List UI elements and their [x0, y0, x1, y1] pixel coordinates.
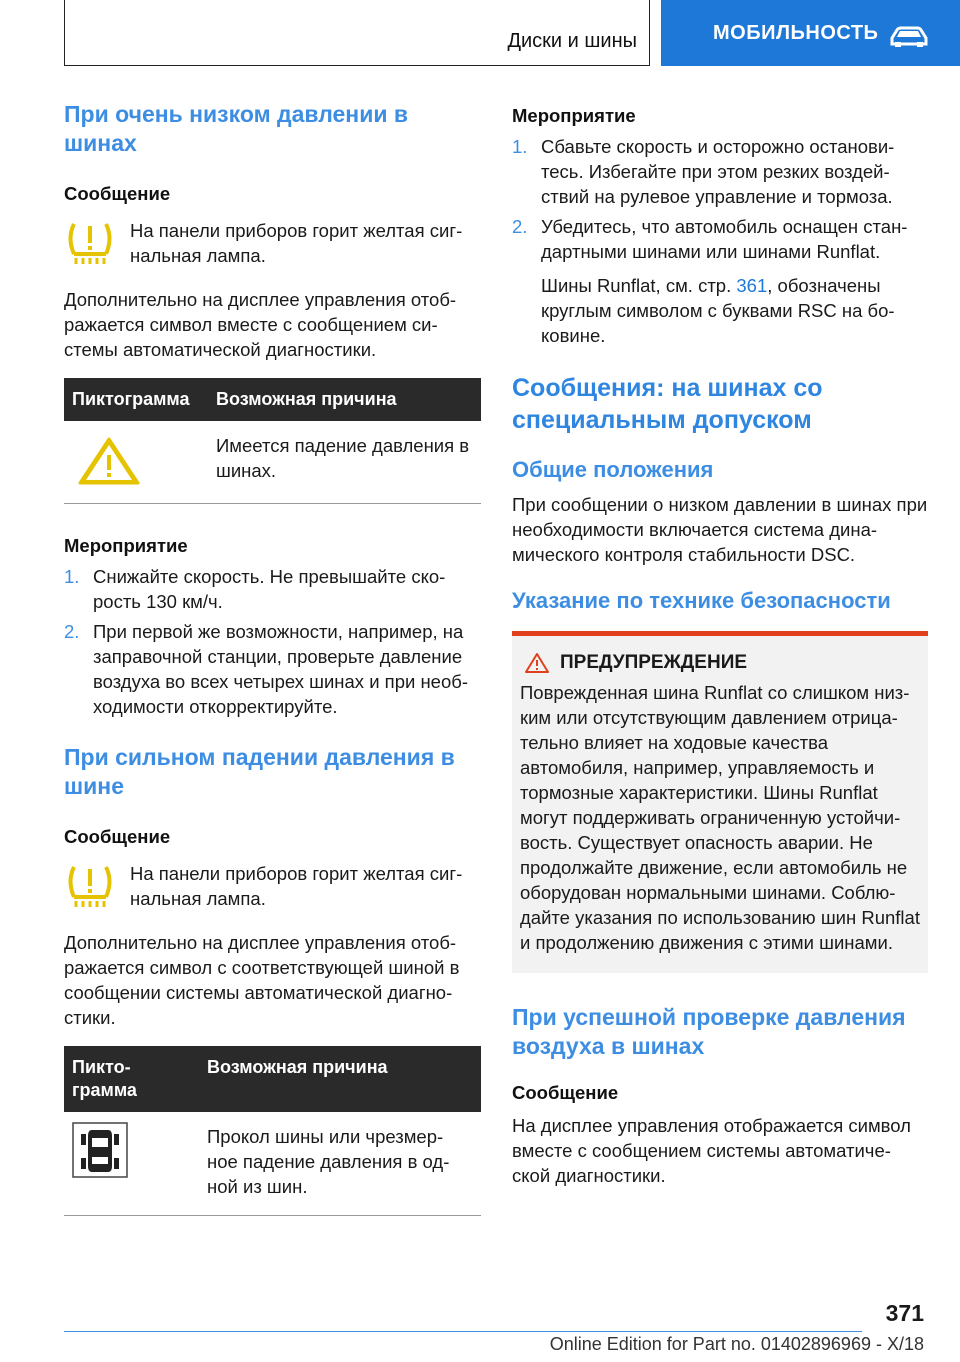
table-cell-icon [64, 421, 208, 504]
table-header-pictogram: Пиктограмма [64, 378, 208, 421]
warning-header [520, 652, 920, 674]
list-item [64, 619, 481, 719]
table-header-row [64, 378, 481, 421]
list-item [512, 134, 928, 209]
step-number: 2. [64, 621, 80, 642]
subsection-general-title: Общие положения [512, 457, 714, 482]
tire-position-icon [72, 1122, 128, 1178]
table-cell-cause: Имеется падение давления в шинах. [208, 421, 481, 504]
warning-triangle-icon [524, 652, 550, 674]
table-header-row [64, 1046, 481, 1112]
tire-pressure-warning-icon [64, 861, 130, 914]
left-column [64, 100, 481, 1216]
step-text: Снижайте скорость. Не превышайте ско-рость 130 км/ч. [93, 566, 446, 612]
step-text-main: Убедитесь, что автомобиль оснащен стан-дартными шинами или шинами Runflat. [541, 216, 908, 262]
header-section-title: Диски и шины [507, 30, 637, 52]
step-number: 2. [512, 216, 528, 237]
table-header-cause: Возможная причина [208, 378, 481, 421]
right-column [512, 100, 928, 1188]
footer-edition: Online Edition for Part no. 01402896969 - X/18 [549, 1334, 924, 1354]
message-text: На панели приборов горит желтая сиг-нальная лампа. [130, 863, 463, 909]
header-chapter-title: МОБИЛЬНОСТЬ [713, 21, 879, 44]
step-text: При первой же возможности, например, на заправочной станции, проверьте давление воздуха во всех четырех шинах и при необ-ходимости откорректируйте. [93, 621, 469, 717]
list-item [64, 564, 481, 614]
measure-label: Мероприятие [64, 535, 188, 556]
step-number: 1. [64, 566, 80, 587]
step-extra-text: Шины Runflat, см. стр. [541, 275, 737, 296]
header-chapter-tab[interactable] [661, 0, 960, 66]
pictogram-table [64, 378, 481, 504]
section-successful-check-title: При успешной проверке давления воздуха в шинах [512, 1004, 906, 1059]
page-number: 371 [885, 1300, 924, 1326]
steps-list [512, 134, 928, 348]
paragraph: Дополнительно на дисплее управления отоб-ражается символ вместе с сообщением си-стемы автоматической диагностики. [64, 289, 457, 360]
table-row [64, 421, 481, 504]
paragraph: Дополнительно на дисплее управления отоб-ражается символ с соответствующей шиной в сообщении системы автоматической диагно-стики. [64, 932, 460, 1028]
list-item [512, 214, 928, 348]
steps-list [64, 564, 481, 719]
table-header-cause: Возможная причина [199, 1046, 481, 1112]
message-label: Сообщение [64, 826, 171, 847]
warning-title: ПРЕДУПРЕЖДЕНИЕ [560, 652, 748, 673]
footer-divider [64, 1331, 862, 1332]
step-text [541, 214, 928, 348]
subsection-safety-title: Указание по технике безопасности [512, 588, 891, 613]
step-extra-text-end: , обозначены круглым символом с буквами RSC на бо-ковине. [541, 275, 895, 346]
section-very-low-pressure-title: При очень низком давлении в шинах [64, 101, 409, 156]
pictogram-table [64, 1046, 481, 1216]
section-special-tires-title: Сообщения: на шинах со специальным допуском [512, 374, 823, 434]
message-label: Сообщение [64, 183, 171, 204]
paragraph: На дисплее управления отображается символ вместе с сообщением системы автоматиче-ской диагностики. [512, 1115, 911, 1186]
header-section-box [64, 0, 650, 66]
page-link-361[interactable]: 361 [736, 275, 768, 296]
section-strong-drop-title: При сильном падении давления в шине [64, 744, 455, 799]
warning-triangle-icon [76, 435, 142, 487]
table-header-pictogram: Пикто-грамма [64, 1046, 199, 1112]
warning-box [512, 631, 928, 973]
message-row [64, 218, 481, 271]
step-text-extra [541, 273, 928, 348]
message-label: Сообщение [512, 1082, 619, 1103]
step-number: 1. [512, 136, 528, 157]
message-row [64, 861, 481, 914]
step-text: Сбавьте скорость и осторожно останови-тесь. Избегайте при этом резких воздей-ствий на рулевое управление и тормоза. [541, 136, 895, 207]
car-icon [889, 26, 929, 48]
measure-label: Мероприятие [512, 105, 636, 126]
tire-pressure-warning-icon [64, 218, 130, 271]
paragraph: При сообщении о низком давлении в шинах при необходимости включается система дина-мического контроля стабильности DSC. [512, 494, 928, 565]
table-cell-cause: Прокол шины или чрезмер-ное падение давления в од-ной из шин. [199, 1112, 481, 1216]
table-cell-icon [64, 1112, 199, 1216]
table-row [64, 1112, 481, 1216]
message-text: На панели приборов горит желтая сиг-нальная лампа. [130, 220, 463, 266]
warning-text: Поврежденная шина Runflat со слишком низ-ким или отсутствующим давлением отрица-тельно влияет на ходовые качества автомобиля, например, управляемость и тормозные характеристики. Шины Runflat могут поддерживать ограниченную устойчи-вость. Существует опасность аварии. Не продолжайте движение, если автомобиль не оборудован нормальными шинами. Соблю-дайте указания по использованию шин Runflat и продолжению движения с этими шинами. [520, 682, 920, 953]
